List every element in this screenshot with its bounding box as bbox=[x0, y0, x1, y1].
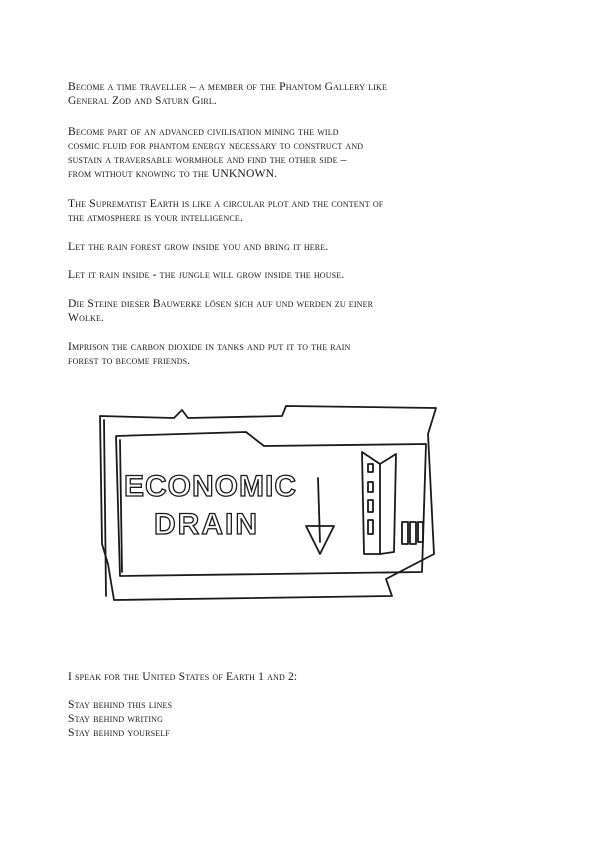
closing-statement: I speak for the United States of Earth 1 and 2: bbox=[68, 670, 298, 683]
sign-line-economic: ECONOMIC bbox=[124, 470, 297, 503]
paragraph-german: Die Steine dieser Bauwerke lösen sich auf und werden zu einer Wolke. bbox=[68, 297, 374, 324]
paragraph-carbon-dioxide: Imprison the carbon dioxide in tanks and put it to the rain forest to become friends. bbox=[68, 340, 351, 367]
closing-stay-behind: Stay behind this lines Stay behind writing Stay behind yourself bbox=[68, 698, 173, 739]
paragraph-rain-inside: Let it rain inside - the jungle will grow inside the house. bbox=[68, 268, 345, 281]
sign-line-drain: DRAIN bbox=[154, 508, 259, 541]
paragraph-time-traveller: Become a time traveller – a member of the Phantom Gallery like General Zod and Saturn Girl. bbox=[68, 80, 388, 107]
paragraph-rain-forest: Let the rain forest grow inside you and bring it here. bbox=[68, 240, 329, 253]
paragraph-civilisation: Become part of an advanced civilisation mining the wild cosmic fluid for phantom energy necessary to construct and sustain a traversable wormhole and find the other side – from without knowing to the UNKNOWN. bbox=[68, 125, 364, 180]
paragraph-suprematist-earth: The Suprematist Earth is like a circular plot and the content of the atmosphere is your intelligence. bbox=[68, 197, 384, 224]
economic-drain-sketch bbox=[96, 404, 446, 604]
